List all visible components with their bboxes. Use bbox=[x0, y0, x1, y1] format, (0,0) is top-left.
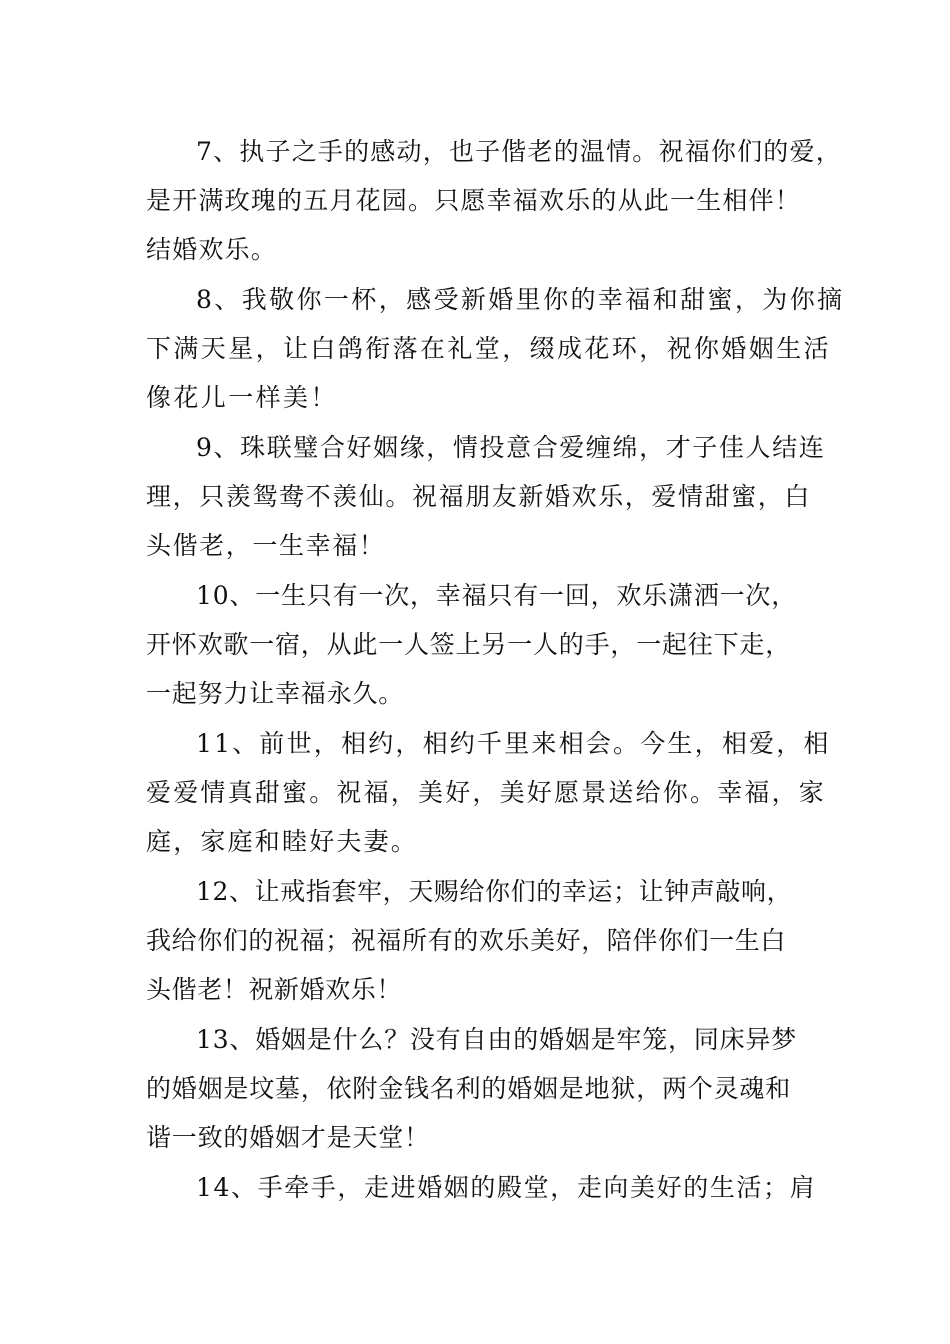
paragraph-9 bbox=[146, 423, 826, 570]
paragraph-line: 一起努力让幸福永久。 bbox=[146, 679, 405, 708]
paragraph-line: 13、婚姻是什么？没有自由的婚姻是牢笼，同床异梦 bbox=[196, 1025, 798, 1054]
paragraph-line: 7、执子之手的感动，也子偕老的温情。祝福你们的爱， bbox=[196, 137, 842, 166]
paragraph-14 bbox=[146, 1163, 817, 1212]
paragraph-12 bbox=[146, 867, 810, 1014]
paragraph-line: 我给你们的祝福；祝福所有的欢乐美好，陪伴你们一生白 bbox=[146, 926, 787, 955]
paragraph-line: 爱爱情真甜蜜。祝福，美好，美好愿景送给你。幸福，家 bbox=[146, 778, 827, 807]
paragraph-line: 理，只羡鸳鸯不羡仙。祝福朋友新婚欢乐，爱情甜蜜，白 bbox=[146, 482, 812, 511]
paragraph-11 bbox=[146, 719, 831, 866]
paragraph-line: 9、珠联璧合好姻缘，情投意合爱缠绵，才子佳人结连 bbox=[196, 433, 826, 462]
paragraph-line: 头偕老！祝新婚欢乐！ bbox=[146, 975, 403, 1004]
paragraph-line: 是开满玫瑰的五月花园。只愿幸福欢乐的从此一生相伴！ bbox=[146, 186, 802, 215]
paragraph-line: 14、手牵手，走进婚姻的殿堂，走向美好的生活；肩 bbox=[196, 1173, 817, 1202]
paragraph-line: 开怀欢歌一宿，从此一人签上另一人的手，一起往下走， bbox=[146, 630, 792, 659]
paragraph-line: 12、让戒指套牢，天赐给你们的幸运；让钟声敲响， bbox=[196, 877, 793, 906]
paragraph-line: 下满天星，让白鸽衔落在礼堂，缀成花环，祝你婚姻生活 bbox=[146, 334, 832, 363]
paragraph-line: 11、前世，相约，相约千里来相会。今生，相爱，相 bbox=[196, 729, 831, 758]
paragraph-8 bbox=[146, 275, 845, 422]
paragraph-line: 谐一致的婚姻才是天堂！ bbox=[146, 1123, 430, 1152]
paragraph-line: 8、我敬你一杯，感受新婚里你的幸福和甜蜜，为你摘 bbox=[196, 285, 845, 314]
paragraph-line: 的婚姻是坟墓，依附金钱名利的婚姻是地狱，两个灵魂和 bbox=[146, 1074, 792, 1103]
paragraph-10 bbox=[146, 571, 810, 718]
paragraph-line: 像花儿一样美！ bbox=[146, 383, 338, 412]
paragraph-line: 头偕老，一生幸福！ bbox=[146, 531, 386, 560]
paragraph-line: 10、一生只有一次，幸福只有一回，欢乐潇洒一次， bbox=[196, 581, 798, 610]
paragraph-13 bbox=[146, 1015, 810, 1162]
paragraph-line: 结婚欢乐。 bbox=[146, 235, 278, 264]
paragraph-7 bbox=[146, 127, 842, 274]
paragraph-line: 庭，家庭和睦好夫妻。 bbox=[146, 827, 419, 856]
